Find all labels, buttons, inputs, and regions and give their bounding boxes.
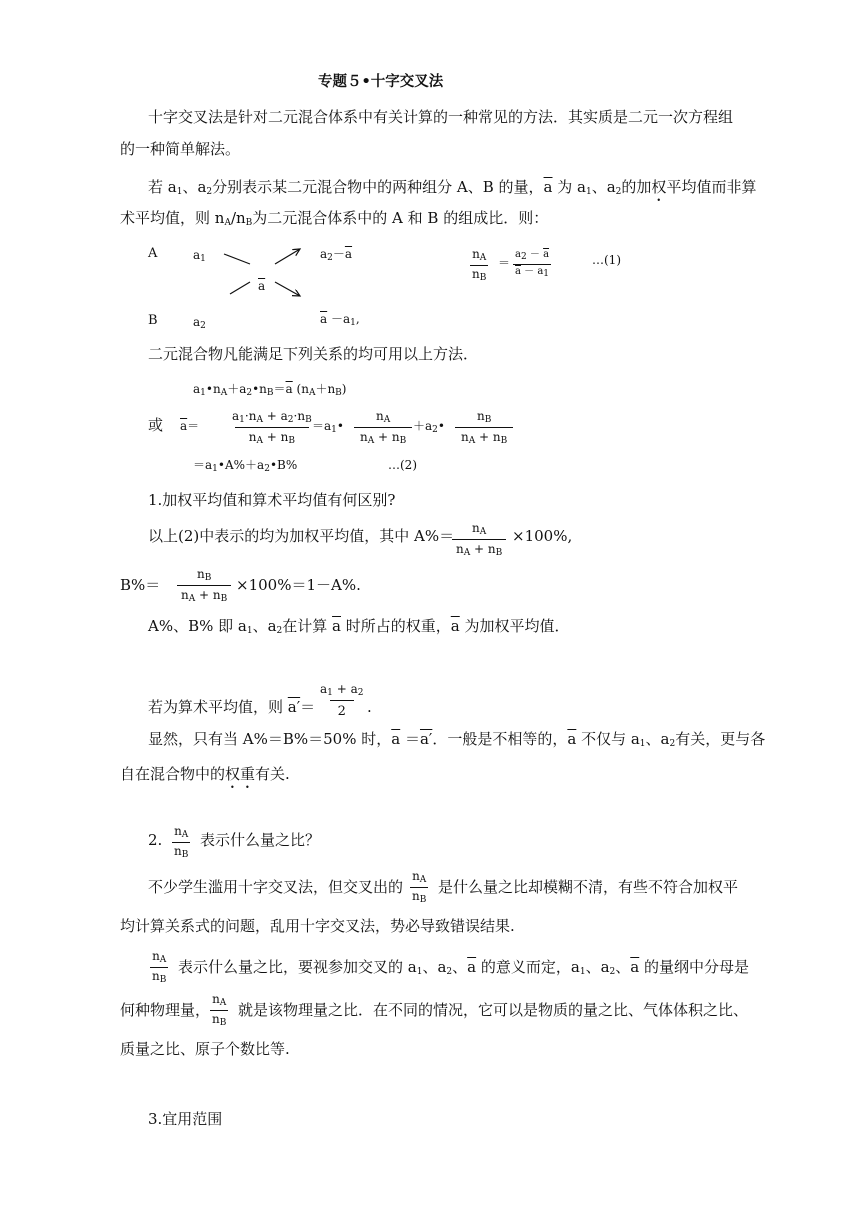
cross-value-a1: $a_1$ [193, 248, 206, 264]
formula-2-lhs: $\overline{a}=$ [180, 419, 200, 433]
q1-heading: 1.加权平均值和算术平均值有何区别? [148, 491, 396, 509]
q2-p2c: 就是该物理量之比．在不同的情况，它可以是物质的量之比、气体体积之比、 [238, 1001, 749, 1019]
formula-2-frac-1: $\frac{a_1\cdot n_A + a_2\cdot n_B}{n_A + n_B}$ [232, 409, 312, 446]
q2-p2b: 何种物理量， [120, 1001, 211, 1019]
formula-2-mid-1: $=a_1•$ [312, 419, 344, 435]
q1-frac-2: $\frac{n_B}{n_A + n_B}$ [177, 568, 231, 604]
q2-p1b: 是什么量之比却模糊不清，有些不符合加权平 [438, 878, 739, 896]
intro-line-4: 术平均值，则 $n_A/n_B$为二元混合体系中的 A 和 B 的组成比．则： [120, 209, 549, 228]
formula-2-frac-3: $\frac{n_B}{n_A + n_B}$ [455, 410, 513, 446]
eq1-rhs-fraction: $\frac{a_2 - \overline{a}}{\overline{a} - a_1}$ [515, 249, 550, 279]
formula-2-mid-2: $+a_2•$ [413, 419, 445, 435]
q1-text-2-end: ×100%＝1－A%. [236, 576, 361, 594]
intro-line-1: 十字交叉法是针对二元混合体系中有关计算的一种常见的方法．其实质是二元一次方程组 [148, 108, 734, 126]
formula-1: $a_1•n_A+a_2•n_B=\overline{a}$ $(n_A+n_B)$ [193, 382, 347, 398]
q1-text-2-start: B%＝ [120, 576, 161, 594]
q1-text-3: A%、B% 即 $a_1$、$a_2$在计算 $\overline{a}$ 时所占的权重，$\overline{a}$ 为加权平均值． [148, 617, 570, 636]
intro-line-2: 的一种简单解法。 [120, 140, 241, 158]
intro-line-3: 若 $a_1$、$a_2$分别表示某二元混合物中的两种组分 A、B 的量，$\overline{a}$ 为 $a_1$、$a_2$的加权平均值而非算 [148, 178, 757, 197]
formula-3-tag: …(2) [388, 458, 417, 472]
q1-frac-3: $\frac{a_1 + a_2}{2}$ [320, 682, 364, 719]
eq1-equals: ＝ [498, 256, 511, 270]
q3-heading: 3.宜用范围 [148, 1110, 223, 1128]
q1-text-4: 若为算术平均值，则 a′＝ [148, 698, 316, 716]
condition-text: 二元混合物凡能满足下列关系的均可用以上方法． [148, 345, 479, 363]
cross-label-a: A [148, 246, 158, 261]
q1-text-1: 以上(2)中表示的均为加权平均值，其中 A%＝ [148, 527, 455, 545]
cross-label-b: B [148, 313, 158, 328]
cross-center: $\overline{a}$ [258, 279, 266, 293]
q2-p2a: 表示什么量之比，要视参加交叉的 $a_1$、$a_2$、$\overline{a}$ 的意义而定，$a_1$、$a_2$、$\overline{a}$ 的量纲中分母是 [178, 958, 749, 977]
formula-2-frac-2: $\frac{n_A}{n_A + n_B}$ [354, 410, 412, 446]
q1-text-4-end: . [367, 698, 372, 716]
cross-right-bottom: $\overline{a} -a_1$, [320, 312, 360, 328]
cross-arrows-icon [220, 242, 310, 302]
q1-text-1-end: ×100%, [512, 527, 573, 545]
q1-text-6: 自在混合物中的权重有关. [120, 765, 290, 783]
q1-frac-1: $\frac{n_A}{n_A + n_B}$ [452, 522, 506, 558]
q2-p1-frac: $\frac{n_A}{n_B}$ [412, 869, 427, 905]
formula-3: $=a_1•A\%+a_2•B\%$ [193, 458, 298, 474]
cross-right-top: $a_2-\overline{a}$ [320, 247, 353, 263]
q2-p1a: 不少学生滥用十字交叉法，但交叉出的 [148, 878, 404, 896]
q2-heading-text: 表示什么量之比？ [200, 831, 321, 849]
cross-value-a2: $a_2$ [193, 315, 206, 331]
q1-text-5: 显然，只有当 A%＝B%＝50% 时，$\overline{a} =a'$．一般是不相等的，$\overline{a}$ 不仅与 $a_1$、$a_2$有关，更与各 [148, 730, 766, 749]
formula-2-prefix: 或 [148, 416, 164, 434]
q2-p2d: 质量之比、原子个数比等. [120, 1040, 290, 1058]
page-title: 专题５•十字交叉法 [318, 74, 444, 90]
eq1-lhs-fraction: $\frac{n_A}{n_B}$ [472, 247, 487, 283]
q2-heading-num: 2. [148, 831, 163, 849]
q2-heading-frac: $\frac{n_A}{n_B}$ [174, 824, 189, 860]
q2-p2b-frac: $\frac{n_A}{n_B}$ [212, 992, 227, 1028]
q2-p1c: 均计算关系式的问题，乱用十字交叉法，势必导致错误结果. [120, 917, 515, 935]
q2-p2-frac: $\frac{n_A}{n_B}$ [152, 949, 167, 985]
eq1-tag: …(1) [592, 253, 621, 267]
